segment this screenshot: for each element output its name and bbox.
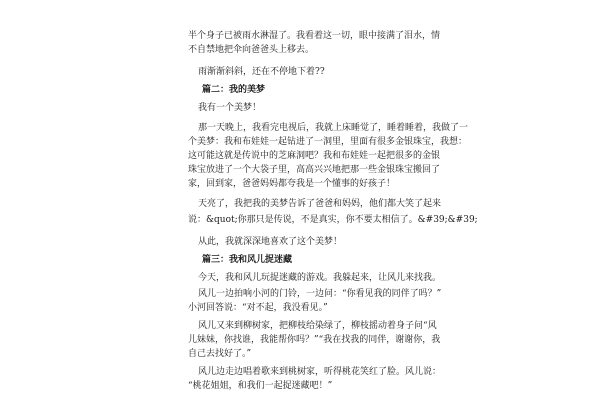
text-line: 儿妹妹，你找谁，我能帮你吗？”“我在找我的同伴，谢谢你，我 xyxy=(188,335,441,345)
text-line: “桃花姐姐，和我们一起捉迷藏吧！” xyxy=(188,381,333,391)
section-heading: 篇二：我的美梦 xyxy=(202,85,266,95)
text-line: 个美梦：我和布娃娃一起钻进了一洞里，里面有很多金银珠宝，我想： xyxy=(188,137,468,147)
text-line: 自己去找好了。” xyxy=(188,349,252,359)
text-line: 家，回到家，爸爸妈妈都夸我是一个懂事的好孩子！ xyxy=(188,179,396,189)
text-line: 我有一个美梦！ xyxy=(198,103,262,113)
text-line: 珠宝放进了一个大袋子里，高高兴兴地把那一些金银珠宝搬回了 xyxy=(188,165,441,175)
text-line: 半个身子已被雨水淋湿了。我看着这一切，眼中接满了泪水，情 xyxy=(188,31,441,41)
section-heading: 篇三：我和风儿捉迷藏 xyxy=(202,255,293,265)
text-line: 说：&quot;你那只是传说，不是真实，你不要太相信了。&#39;&#39; xyxy=(188,215,478,225)
text-line: 这可能这就是传说中的芝麻洞吧？我和布娃娃一起把很多的金银 xyxy=(188,151,441,161)
text-line: 今天，我和风儿玩捉迷藏的游戏。我躲起来，让风儿来找我。 xyxy=(198,273,442,283)
text-line: 雨渐渐斜斜，还在不停地下着?? xyxy=(198,67,325,77)
text-line: 从此，我就深深地喜欢了这个美梦！ xyxy=(198,237,343,247)
text-line: 那一天晚上，我看完电视后，我就上床睡觉了，睡着睡着，我做了一 xyxy=(198,123,469,133)
text-line: 风儿一边拍响小河的门铃，一边问：“你看见我的同伴了吗？” xyxy=(198,289,442,299)
text-line: 风儿边走边唱着歌来到桃树家，听得桃花笑红了脸。风儿说： xyxy=(198,367,442,377)
text-line: 小河回答说：“对不起，我没看见。” xyxy=(188,303,328,313)
text-line: 天亮了，我把我的美梦告诉了爸爸和妈妈，他们都大笑了起来 xyxy=(198,199,442,209)
text-line: 不自禁地把伞向爸爸头上移去。 xyxy=(188,45,315,55)
text-line: 风儿又来到柳树家，把柳枝给染绿了，柳枝摇动着身子问“风 xyxy=(198,321,437,331)
